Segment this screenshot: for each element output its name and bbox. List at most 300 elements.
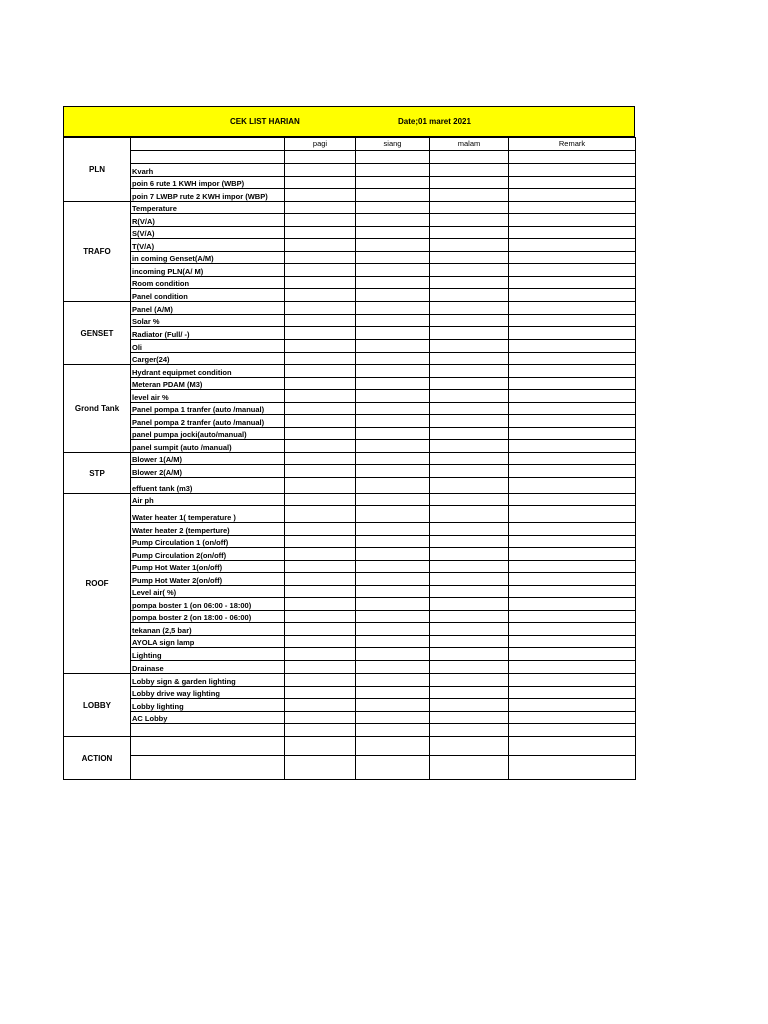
entry-cell[interactable] xyxy=(509,687,636,699)
entry-cell[interactable] xyxy=(285,164,356,177)
entry-cell[interactable] xyxy=(356,302,430,315)
table-row xyxy=(64,687,636,699)
entry-cell[interactable] xyxy=(430,403,509,415)
sheet-title: CEK LIST HARIAN xyxy=(230,117,300,126)
table-row xyxy=(64,506,636,523)
check-item-label: Air ph xyxy=(131,494,285,506)
entry-cell[interactable] xyxy=(509,151,636,164)
entry-cell[interactable] xyxy=(430,598,509,611)
check-item-label: pompa boster 1 (on 06:00 - 18:00) xyxy=(131,598,285,611)
check-item-label: Radiator (Full/ -) xyxy=(131,327,285,340)
table-row xyxy=(64,598,636,611)
section-label: PLN xyxy=(64,138,131,202)
table-row xyxy=(64,138,636,151)
table-row xyxy=(64,737,636,756)
check-item-label: Carger(24) xyxy=(131,353,285,365)
check-item-label: Pump Hot Water 1(on/off) xyxy=(131,561,285,573)
check-item-label: Lobby drive way lighting xyxy=(131,687,285,699)
entry-cell[interactable] xyxy=(509,227,636,239)
entry-cell[interactable] xyxy=(430,548,509,561)
entry-cell[interactable] xyxy=(356,523,430,536)
entry-cell[interactable] xyxy=(430,661,509,674)
check-item-label: Panel pompa 2 tranfer (auto /manual) xyxy=(131,415,285,428)
entry-cell[interactable] xyxy=(430,523,509,536)
section-label: ROOF xyxy=(64,494,131,674)
check-item-label: pompa boster 2 (on 18:00 - 06:00) xyxy=(131,611,285,623)
entry-cell[interactable] xyxy=(430,453,509,465)
entry-cell[interactable] xyxy=(509,264,636,277)
check-item-label: AYOLA sign lamp xyxy=(131,636,285,648)
entry-cell[interactable] xyxy=(356,573,430,586)
entry-cell[interactable] xyxy=(285,548,356,561)
table-row xyxy=(64,699,636,712)
check-item-label: Oli xyxy=(131,340,285,353)
entry-cell[interactable] xyxy=(285,561,356,573)
entry-cell[interactable] xyxy=(285,453,356,465)
entry-cell[interactable] xyxy=(509,506,636,523)
entry-cell[interactable] xyxy=(509,390,636,403)
entry-cell[interactable] xyxy=(430,277,509,289)
check-item-label: AC Lobby xyxy=(131,712,285,724)
entry-cell[interactable] xyxy=(356,561,430,573)
entry-cell[interactable] xyxy=(430,390,509,403)
check-item-label: Meteran PDAM (M3) xyxy=(131,378,285,390)
check-item-label xyxy=(131,756,285,780)
entry-cell[interactable] xyxy=(356,465,430,478)
entry-cell[interactable] xyxy=(356,661,430,674)
table-row xyxy=(64,561,636,573)
table-row xyxy=(64,264,636,277)
entry-cell[interactable] xyxy=(509,353,636,365)
entry-cell[interactable] xyxy=(509,536,636,548)
table-row xyxy=(64,548,636,561)
entry-cell[interactable] xyxy=(356,548,430,561)
entry-cell[interactable] xyxy=(509,523,636,536)
entry-cell[interactable] xyxy=(356,611,430,623)
entry-cell[interactable] xyxy=(509,289,636,302)
table-row xyxy=(64,712,636,724)
entry-cell[interactable] xyxy=(356,202,430,214)
table-row xyxy=(64,494,636,506)
table-row xyxy=(64,440,636,453)
entry-cell[interactable] xyxy=(509,453,636,465)
entry-cell[interactable] xyxy=(285,598,356,611)
entry-cell[interactable] xyxy=(356,289,430,302)
entry-cell[interactable] xyxy=(285,415,356,428)
table-row xyxy=(64,289,636,302)
entry-cell[interactable] xyxy=(285,712,356,724)
entry-cell[interactable] xyxy=(509,724,636,737)
check-item-label: Room condition xyxy=(131,277,285,289)
table-row xyxy=(64,239,636,252)
entry-cell[interactable] xyxy=(285,756,356,780)
entry-cell[interactable] xyxy=(356,378,430,390)
table-row xyxy=(64,536,636,548)
entry-cell[interactable] xyxy=(285,327,356,340)
entry-cell[interactable] xyxy=(430,687,509,699)
entry-cell[interactable] xyxy=(356,506,430,523)
entry-cell[interactable] xyxy=(430,227,509,239)
entry-cell[interactable] xyxy=(430,648,509,661)
entry-cell[interactable] xyxy=(285,189,356,202)
checklist-table xyxy=(63,137,636,780)
table-row xyxy=(64,403,636,415)
entry-cell[interactable] xyxy=(356,277,430,289)
entry-cell[interactable] xyxy=(356,756,430,780)
entry-cell[interactable] xyxy=(430,494,509,506)
table-row xyxy=(64,227,636,239)
entry-cell[interactable] xyxy=(285,277,356,289)
table-row xyxy=(64,214,636,227)
entry-cell[interactable] xyxy=(430,315,509,327)
column-header[interactable]: siang xyxy=(356,138,430,151)
entry-cell[interactable] xyxy=(285,465,356,478)
entry-cell[interactable] xyxy=(285,378,356,390)
entry-cell[interactable] xyxy=(356,724,430,737)
entry-cell[interactable] xyxy=(356,536,430,548)
entry-cell[interactable] xyxy=(285,506,356,523)
check-item-label: Lighting xyxy=(131,648,285,661)
table-row xyxy=(64,636,636,648)
entry-cell[interactable] xyxy=(509,403,636,415)
entry-cell[interactable] xyxy=(430,340,509,353)
table-row xyxy=(64,478,636,494)
entry-cell[interactable] xyxy=(509,699,636,712)
entry-cell[interactable] xyxy=(430,164,509,177)
entry-cell[interactable] xyxy=(509,756,636,780)
entry-cell[interactable] xyxy=(285,636,356,648)
entry-cell[interactable] xyxy=(430,573,509,586)
entry-cell[interactable] xyxy=(356,264,430,277)
entry-cell[interactable] xyxy=(356,340,430,353)
entry-cell[interactable] xyxy=(509,598,636,611)
check-item-label: Blower 1(A/M) xyxy=(131,453,285,465)
entry-cell[interactable] xyxy=(285,340,356,353)
table-row xyxy=(64,189,636,202)
entry-cell[interactable] xyxy=(430,428,509,440)
entry-cell[interactable] xyxy=(509,365,636,378)
entry-cell[interactable] xyxy=(285,302,356,315)
entry-cell[interactable] xyxy=(430,440,509,453)
check-item-label: poin 7 LWBP rute 2 KWH impor (WBP) xyxy=(131,189,285,202)
entry-cell[interactable] xyxy=(509,478,636,494)
table-row xyxy=(64,202,636,214)
entry-cell[interactable] xyxy=(285,724,356,737)
entry-cell[interactable] xyxy=(285,648,356,661)
entry-cell[interactable] xyxy=(356,636,430,648)
entry-cell[interactable] xyxy=(285,440,356,453)
entry-cell[interactable] xyxy=(356,699,430,712)
entry-cell[interactable] xyxy=(509,189,636,202)
check-item-label: Blower 2(A/M) xyxy=(131,465,285,478)
entry-cell[interactable] xyxy=(430,189,509,202)
entry-cell[interactable] xyxy=(430,561,509,573)
check-item-label: Pump Hot Water 2(on/off) xyxy=(131,573,285,586)
entry-cell[interactable] xyxy=(509,202,636,214)
entry-cell[interactable] xyxy=(285,151,356,164)
entry-cell[interactable] xyxy=(356,415,430,428)
check-item-label: in coming Genset(A/M) xyxy=(131,252,285,264)
table-row xyxy=(64,315,636,327)
entry-cell[interactable] xyxy=(509,494,636,506)
check-item-label: Level air( %) xyxy=(131,586,285,598)
entry-cell[interactable] xyxy=(430,506,509,523)
entry-cell[interactable] xyxy=(285,611,356,623)
entry-cell[interactable] xyxy=(430,151,509,164)
check-item-label xyxy=(131,724,285,737)
checklist-sheet xyxy=(63,106,635,780)
entry-cell[interactable] xyxy=(430,623,509,636)
entry-cell[interactable] xyxy=(509,548,636,561)
table-row xyxy=(64,573,636,586)
entry-cell[interactable] xyxy=(430,478,509,494)
entry-cell[interactable] xyxy=(509,674,636,687)
entry-cell[interactable] xyxy=(430,202,509,214)
entry-cell[interactable] xyxy=(509,465,636,478)
entry-cell[interactable] xyxy=(356,177,430,189)
entry-cell[interactable] xyxy=(356,390,430,403)
table-row xyxy=(64,151,636,164)
entry-cell[interactable] xyxy=(509,302,636,315)
check-item-label: T(V/A) xyxy=(131,239,285,252)
entry-cell[interactable] xyxy=(285,523,356,536)
table-row xyxy=(64,586,636,598)
entry-cell[interactable] xyxy=(430,302,509,315)
check-item-label: Temperature xyxy=(131,202,285,214)
table-row xyxy=(64,164,636,177)
entry-cell[interactable] xyxy=(356,353,430,365)
entry-cell[interactable] xyxy=(509,440,636,453)
entry-cell[interactable] xyxy=(430,756,509,780)
entry-cell[interactable] xyxy=(285,737,356,756)
entry-cell[interactable] xyxy=(430,586,509,598)
entry-cell[interactable] xyxy=(509,177,636,189)
entry-cell[interactable] xyxy=(356,712,430,724)
entry-cell[interactable] xyxy=(509,327,636,340)
table-row xyxy=(64,674,636,687)
section-label: GENSET xyxy=(64,302,131,365)
check-item-label xyxy=(131,138,285,151)
entry-cell[interactable] xyxy=(285,536,356,548)
entry-cell[interactable] xyxy=(509,636,636,648)
entry-cell[interactable] xyxy=(430,611,509,623)
table-row xyxy=(64,661,636,674)
table-row xyxy=(64,353,636,365)
column-header[interactable]: malam xyxy=(430,138,509,151)
check-item-label: Hydrant equipmet condition xyxy=(131,365,285,378)
entry-cell[interactable] xyxy=(430,699,509,712)
section-label: Grond Tank xyxy=(64,365,131,453)
entry-cell[interactable] xyxy=(509,648,636,661)
table-row xyxy=(64,428,636,440)
table-row xyxy=(64,611,636,623)
entry-cell[interactable] xyxy=(285,202,356,214)
entry-cell[interactable] xyxy=(509,340,636,353)
entry-cell[interactable] xyxy=(285,214,356,227)
check-item-label: Panel (A/M) xyxy=(131,302,285,315)
entry-cell[interactable] xyxy=(356,151,430,164)
table-row xyxy=(64,623,636,636)
column-header[interactable]: pagi xyxy=(285,138,356,151)
entry-cell[interactable] xyxy=(285,573,356,586)
entry-cell[interactable] xyxy=(356,453,430,465)
entry-cell[interactable] xyxy=(430,536,509,548)
entry-cell[interactable] xyxy=(356,648,430,661)
entry-cell[interactable] xyxy=(285,252,356,264)
entry-cell[interactable] xyxy=(285,315,356,327)
entry-cell[interactable] xyxy=(509,661,636,674)
table-row xyxy=(64,756,636,780)
entry-cell[interactable] xyxy=(356,252,430,264)
table-row xyxy=(64,453,636,465)
entry-cell[interactable] xyxy=(356,494,430,506)
sheet-date: Date;01 maret 2021 xyxy=(398,117,471,126)
entry-cell[interactable] xyxy=(430,636,509,648)
title-banner xyxy=(63,106,635,137)
entry-cell[interactable] xyxy=(356,315,430,327)
entry-cell[interactable] xyxy=(430,465,509,478)
entry-cell[interactable] xyxy=(430,724,509,737)
entry-cell[interactable] xyxy=(356,674,430,687)
entry-cell[interactable] xyxy=(430,264,509,277)
entry-cell[interactable] xyxy=(509,315,636,327)
entry-cell[interactable] xyxy=(285,687,356,699)
check-item-label xyxy=(131,151,285,164)
check-item-label: incoming PLN(A/ M) xyxy=(131,264,285,277)
entry-cell[interactable] xyxy=(356,327,430,340)
check-item-label: panel pumpa jocki(auto/manual) xyxy=(131,428,285,440)
entry-cell[interactable] xyxy=(509,214,636,227)
entry-cell[interactable] xyxy=(285,289,356,302)
table-row xyxy=(64,365,636,378)
entry-cell[interactable] xyxy=(285,661,356,674)
entry-cell[interactable] xyxy=(285,403,356,415)
entry-cell[interactable] xyxy=(356,440,430,453)
check-item-label: effuent tank (m3) xyxy=(131,478,285,494)
entry-cell[interactable] xyxy=(285,227,356,239)
check-item-label: Solar % xyxy=(131,315,285,327)
entry-cell[interactable] xyxy=(509,428,636,440)
entry-cell[interactable] xyxy=(285,428,356,440)
check-item-label: level air % xyxy=(131,390,285,403)
table-row xyxy=(64,340,636,353)
section-label: LOBBY xyxy=(64,674,131,737)
entry-cell[interactable] xyxy=(356,687,430,699)
entry-cell[interactable] xyxy=(285,623,356,636)
entry-cell[interactable] xyxy=(430,712,509,724)
table-row xyxy=(64,523,636,536)
table-row xyxy=(64,415,636,428)
entry-cell[interactable] xyxy=(356,623,430,636)
entry-cell[interactable] xyxy=(356,403,430,415)
check-item-label: tekanan (2,5 bar) xyxy=(131,623,285,636)
entry-cell[interactable] xyxy=(285,239,356,252)
table-row xyxy=(64,252,636,264)
check-item-label: Lobby lighting xyxy=(131,699,285,712)
check-item-label: Kvarh xyxy=(131,164,285,177)
table-row xyxy=(64,277,636,289)
entry-cell[interactable] xyxy=(285,478,356,494)
check-item-label: Pump Circulation 2(on/off) xyxy=(131,548,285,561)
check-item-label xyxy=(131,737,285,756)
entry-cell[interactable] xyxy=(430,239,509,252)
entry-cell[interactable] xyxy=(285,264,356,277)
entry-cell[interactable] xyxy=(285,494,356,506)
entry-cell[interactable] xyxy=(356,428,430,440)
entry-cell[interactable] xyxy=(430,737,509,756)
entry-cell[interactable] xyxy=(356,586,430,598)
entry-cell[interactable] xyxy=(356,598,430,611)
entry-cell[interactable] xyxy=(356,478,430,494)
entry-cell[interactable] xyxy=(430,289,509,302)
entry-cell[interactable] xyxy=(430,674,509,687)
entry-cell[interactable] xyxy=(356,189,430,202)
entry-cell[interactable] xyxy=(430,252,509,264)
entry-cell[interactable] xyxy=(285,353,356,365)
entry-cell[interactable] xyxy=(430,365,509,378)
entry-cell[interactable] xyxy=(430,214,509,227)
entry-cell[interactable] xyxy=(285,674,356,687)
check-item-label: Lobby sign & garden lighting xyxy=(131,674,285,687)
column-header[interactable]: Remark xyxy=(509,138,636,151)
entry-cell[interactable] xyxy=(509,737,636,756)
check-item-label: Panel condition xyxy=(131,289,285,302)
section-label: STP xyxy=(64,453,131,494)
entry-cell[interactable] xyxy=(356,164,430,177)
check-item-label: poin 6 rute 1 KWH impor (WBP) xyxy=(131,177,285,189)
check-item-label: R(V/A) xyxy=(131,214,285,227)
entry-cell[interactable] xyxy=(356,737,430,756)
table-row xyxy=(64,648,636,661)
entry-cell[interactable] xyxy=(509,239,636,252)
table-row xyxy=(64,302,636,315)
check-item-label: Drainase xyxy=(131,661,285,674)
entry-cell[interactable] xyxy=(509,164,636,177)
check-item-label: S(V/A) xyxy=(131,227,285,239)
entry-cell[interactable] xyxy=(285,177,356,189)
entry-cell[interactable] xyxy=(356,365,430,378)
entry-cell[interactable] xyxy=(285,699,356,712)
table-row xyxy=(64,465,636,478)
entry-cell[interactable] xyxy=(509,623,636,636)
entry-cell[interactable] xyxy=(430,327,509,340)
entry-cell[interactable] xyxy=(356,214,430,227)
entry-cell[interactable] xyxy=(430,177,509,189)
check-item-label: Water heater 2 (temperture) xyxy=(131,523,285,536)
entry-cell[interactable] xyxy=(285,586,356,598)
entry-cell[interactable] xyxy=(430,378,509,390)
entry-cell[interactable] xyxy=(356,227,430,239)
entry-cell[interactable] xyxy=(509,586,636,598)
entry-cell[interactable] xyxy=(509,611,636,623)
entry-cell[interactable] xyxy=(430,353,509,365)
check-item-label: Water heater 1( temperature ) xyxy=(131,506,285,523)
table-row xyxy=(64,724,636,737)
section-label: TRAFO xyxy=(64,202,131,302)
entry-cell[interactable] xyxy=(509,415,636,428)
entry-cell[interactable] xyxy=(356,239,430,252)
entry-cell[interactable] xyxy=(509,712,636,724)
entry-cell[interactable] xyxy=(430,415,509,428)
entry-cell[interactable] xyxy=(285,390,356,403)
entry-cell[interactable] xyxy=(509,252,636,264)
entry-cell[interactable] xyxy=(509,378,636,390)
entry-cell[interactable] xyxy=(285,365,356,378)
entry-cell[interactable] xyxy=(509,277,636,289)
entry-cell[interactable] xyxy=(509,573,636,586)
section-label: ACTION xyxy=(64,737,131,780)
entry-cell[interactable] xyxy=(509,561,636,573)
